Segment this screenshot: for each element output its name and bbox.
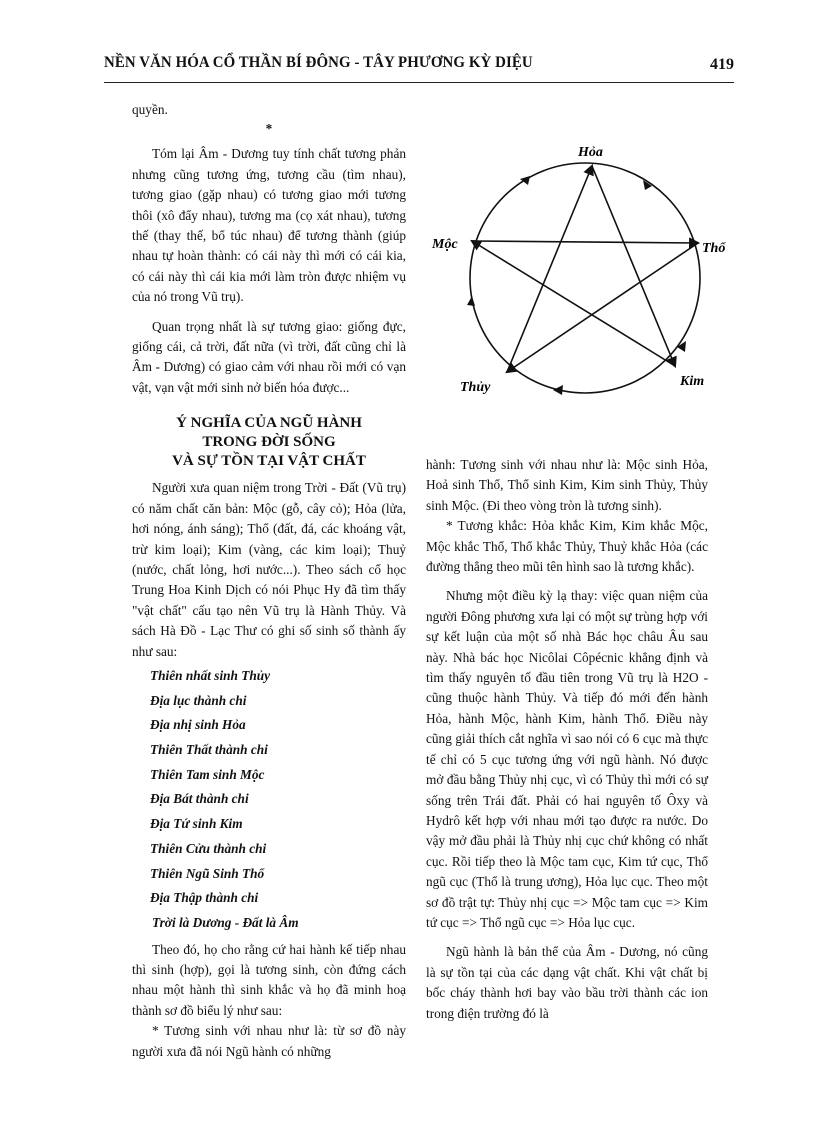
heading-line-2: TRONG ĐỜI SỐNG (202, 434, 336, 451)
circle-arrow (520, 176, 530, 185)
paragraph-tuong-sinh: * Tương sinh với nhau như là: từ sơ đồ này người xưa đã nói Ngũ hành có những (132, 1023, 406, 1059)
paragraph-trung-hop: Nhưng một điều kỳ lạ thay: việc quan niệm của người Đông phương xưa lại có một sự trùng hợp với sự kết luận của một số nhà Bác học châu Âu sau này. Nhà bác học Nicôlai Côpécnic khẳng định và tìm thấy nguyên tố đầu tiên trong Vũ trụ là H2O - cũng thuộc hành Thủy. Và tiếp đó mới đến hành Hỏa, hành Mộc, hành Kim, hành Thổ. Điều này cũng giải thích cắt nghĩa vì sao nói có 6 cục mà thực tế chỉ có 5 cục tương ứng với ngũ hành. Nó được mở đầu bằng Thủy nhị cục, vì có Thủy thì mới có sự sống trên Trái đất. Phải có hai nguyên tố Ôxy và Hydrô kết hợp với nhau mới tạo được ra nước. Do vậy mở đầu phải là Thủy nhị cục chứ không có nhất cục. Rồi tiếp theo là Mộc tam cục, Kim tứ cục, Thổ ngũ cục (Thổ là trung ương), Hỏa lục cục. Theo một sơ đồ trật tự: Thủy nhị cục => Mộc tam cục => Kim tứ cục => Thổ ngũ cục => Hỏa lục cục. (426, 588, 708, 930)
section-heading (132, 414, 406, 471)
label-hoa: Hỏa (578, 145, 603, 160)
label-thuy: Thủy (460, 380, 491, 395)
verse-line: Thiên Thất thành chi (150, 742, 268, 758)
verse-line: Trời là Dương - Đất là Âm (152, 914, 299, 930)
verse-line: Địa lục thành chi (150, 692, 247, 708)
star-line (507, 166, 592, 372)
left-column (132, 100, 406, 1062)
circle-arrow (553, 385, 563, 395)
verse-line: Thiên Cửu thành chi (150, 840, 267, 856)
verse-line: Thiên Ngũ Sinh Thổ (150, 865, 265, 881)
paragraph-nam-chat: Người xưa quan niệm trong Trời - Đất (Vũ trụ) có năm chất căn bản: Mộc (gỗ, cây cỏ); Hỏa (lửa, hơi nóng, ánh sáng); Thổ (đất, đá, các khoáng vật, trừ kim loại); Kim (vàng, các kim loại); Thuỷ (nước, chất lỏng, hơi nước...). Theo sách cổ học Trung Hoa Kinh Dịch có nói Phục Hy đã tìm thấy "vật chất" cấu tạo nên Vũ trụ là Hành Thủy. Và sách Hà Đồ - Lạc Thư có ghi số sinh số thành ấy như sau: (132, 480, 406, 659)
section-separator: * (265, 121, 273, 137)
paragraph-am-duong: Tóm lại Âm - Dương tuy tính chất tương phản nhưng cũng tương ứng, tương cầu (tìm nhau), tương giao (gặp nhau) có tương giao mới tương thôi (xô đẩy nhau), tương ma (cọ xát nhau), tương thế (thay thế, bổ túc nhau) để tương thành (giúp nhau tự hoàn thành: có cái này thì mới có cái kia, có cái này thì cái kia mới làm tròn được nhiệm vụ của nó trong Vũ trụ). (132, 146, 406, 305)
paragraph-tuong-khac: * Tương khắc: Hỏa khắc Kim, Kim khắc Mộc, Mộc khắc Thổ, Thổ khắc Thủy, Thuỷ khắc Hỏa (các đường thẳng theo mũi tên hình sao là tương khắc). (426, 518, 708, 575)
paragraph-tuong-giao: Quan trọng nhất là sự tương giao: giống đực, giống cái, cả trời, đất nữa (vì trời, đất cũng chỉ là Âm - Dương) có giao cảm với nhau rồi mới có vạn vật, vạn vật mới sinh nở biến hóa được... (132, 318, 406, 395)
paragraph-tuong-sinh-khac: Theo đó, họ cho rằng cứ hai hành kế tiếp nhau thì sinh (hợp), gọi là tương sinh, còn đứng cách nhau một hành thì sinh khắc và họ đã minh hoạ thành sơ đồ biểu lý như sau: (132, 941, 406, 1018)
star-line (472, 241, 675, 366)
heading-line-1: Ý NGHĨA CỦA NGŨ HÀNH (176, 415, 362, 432)
page-number: 419 (710, 56, 734, 73)
label-kim: Kim (680, 374, 705, 389)
label-moc: Mộc (432, 237, 458, 252)
paragraph-ban-the: Ngũ hành là bản thể của Âm - Dương, nó cũng là sự tồn tại của các dạng vật chất. Khi vật chất bị bốc cháy thành hơi bay vào bầu trời thành các ion trong điện trường đó là (426, 944, 708, 1021)
tuong-sinh-circle (470, 163, 700, 393)
right-column (426, 455, 708, 1024)
heading-line-3: VÀ SỰ TỒN TẠI VẬT CHẤT (172, 453, 366, 470)
running-title: NỀN VĂN HÓA CỔ THẦN BÍ ĐÔNG - TÂY PHƯƠNG KỲ DIỆU (104, 54, 533, 71)
ngu-hanh-diagram (430, 138, 730, 408)
verse-line: Địa Thập thành chi (150, 890, 259, 906)
paragraph-tuong-sinh-cont: hành: Tương sinh với nhau như là: Mộc sinh Hỏa, Hoả sinh Thổ, Thổ sinh Kim, Kim sinh Thủy, Thủy sinh Mộc. (Đi theo vòng tròn là tương sinh). (426, 457, 708, 513)
verse-line: Thiên Tam sinh Mộc (150, 766, 265, 782)
star-line (472, 241, 698, 243)
page-header (104, 54, 734, 83)
label-tho: Thổ (702, 241, 726, 256)
verse-line: Địa nhị sinh Hỏa (150, 717, 246, 733)
verse-list (132, 664, 406, 936)
paragraph-fragment: quyền. (132, 102, 168, 117)
verse-line: Thiên nhất sinh Thủy (150, 667, 271, 683)
verse-line: Địa Tứ sinh Kim (150, 816, 243, 832)
circle-arrow (677, 341, 686, 352)
verse-line: Địa Bát thành chi (150, 791, 249, 807)
